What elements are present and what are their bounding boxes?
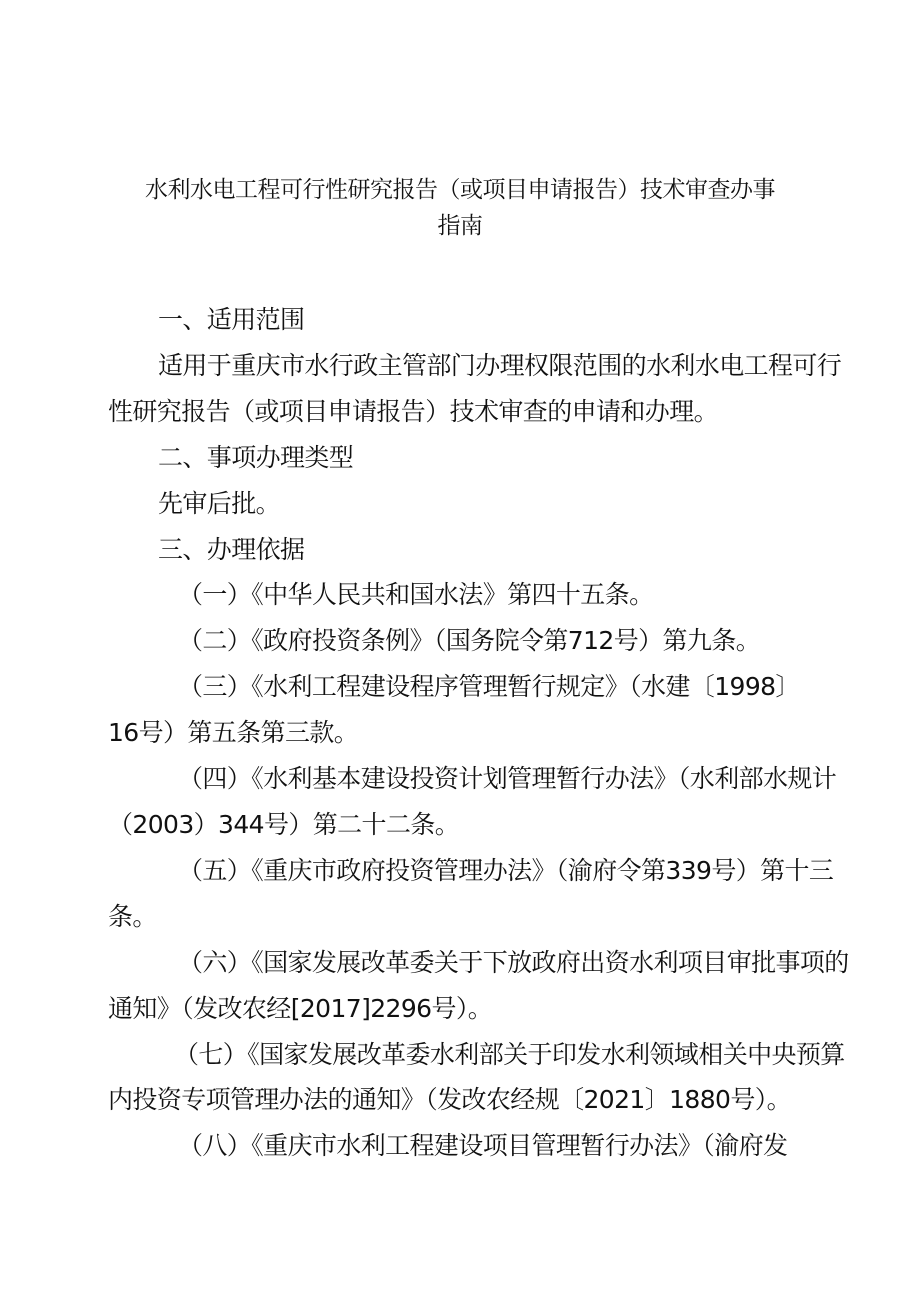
document-body — [108, 297, 849, 1169]
document-title — [100, 172, 820, 244]
section-heading-type: 二、事项办理类型 — [158, 442, 354, 472]
basis-item-3-line-2: 16号）第五条第三款。 — [108, 718, 359, 748]
basis-item-6-line-1: （六）《国家发展改革委关于下放政府出资水利项目审批事项的 — [178, 947, 849, 977]
basis-item-3-line-1: （三）《水利工程建设程序管理暂行规定》（水建〔1998〕 — [178, 672, 800, 702]
title-line-2: 指南 — [437, 213, 483, 239]
scope-paragraph-line-1: 适用于重庆市水行政主管部门办理权限范围的水利水电工程可行 — [158, 350, 842, 380]
basis-item-5-line-1: （五）《重庆市政府投资管理办法》（渝府令第339号）第十三 — [178, 855, 834, 885]
section-heading-scope: 一、适用范围 — [158, 305, 305, 334]
basis-item-7-line-2: 内投资专项管理办法的通知》（发改农经规〔2021〕1880号）。 — [108, 1085, 792, 1115]
basis-item-7-line-1: （七）《国家发展改革委水利部关于印发水利领域相关中央预算 — [174, 1039, 845, 1069]
scope-paragraph-line-2: 性研究报告（或项目申请报告）技术审查的申请和办理。 — [108, 396, 719, 426]
basis-item-4-line-2: （2003）344号）第二十二条。 — [108, 809, 460, 839]
basis-item-5-line-2: 条。 — [108, 901, 157, 931]
basis-item-1: （一）《中华人民共和国水法》第四十五条。 — [178, 580, 654, 610]
basis-item-8-line-1: （八）《重庆市水利工程建设项目管理暂行办法》（渝府发 — [178, 1131, 788, 1161]
basis-item-2: （二）《政府投资条例》（国务院令第712号）第九条。 — [178, 626, 761, 656]
title-line-1: 水利水电工程可行性研究报告（或项目申请报告）技术审查办事 — [145, 177, 775, 203]
basis-item-6-line-2: 通知》（发改农经[2017]2296号）。 — [108, 993, 493, 1023]
basis-item-4-line-1: （四）《水利基本建设投资计划管理暂行办法》（水利部水规计 — [178, 764, 837, 794]
section-heading-basis: 三、办理依据 — [158, 534, 305, 564]
type-paragraph: 先审后批。 — [158, 488, 281, 518]
